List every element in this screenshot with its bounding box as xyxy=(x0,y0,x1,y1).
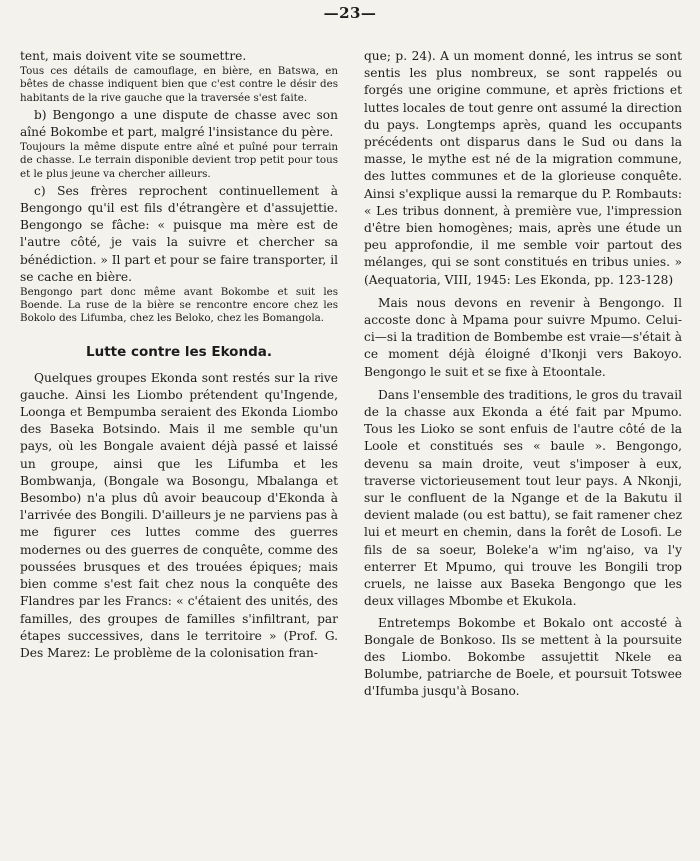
page-number: —23— xyxy=(323,4,377,22)
right-paragraph-2: Mais nous devons en revenir à Bengongo. Il accoste donc à Mpama pour suivre Mpumo. Celui-ci—si la tradition de Bombembe est vraie—s'était à ce moment déjà éloigné d'Ikonji vers Bakoyo. Bengongo le suit et se fixe à Etoontale. xyxy=(364,295,682,379)
left-column xyxy=(20,48,338,662)
left-paragraph-1: tent, mais doivent vite se soumettre. xyxy=(20,49,247,63)
left-note-2: Toujours la même dispute entre aîné et puîné pour terrain de chasse. Le terrain disponible devient trop petit pour tous et le plus jeune va chercher ailleurs. xyxy=(20,141,338,180)
right-paragraph-4: Entretemps Bokombe et Bokalo ont accosté à Bongale de Bonkoso. Ils se mettent à la poursuite des Liombo. Bokombe assujettit Nkele ea Bolumbe, patriarche de Boele, et poursuit Totswee d'Ifumba jusqu'à Bosano. xyxy=(364,615,682,699)
section-heading: Lutte contre les Ekonda. xyxy=(86,343,272,360)
left-paragraph-3: c) Ses frères reprochent continuellement à Bengongo qu'il est fils d'étrangère et d'assujettie. Bengongo se fâche: « puisque ma mère est de l'autre côté, je vais la suivre et chercher sa bénédiction. » Il part et pour se faire transporter, il se cache en bière. xyxy=(20,183,338,284)
right-paragraph-3: Dans l'ensemble des traditions, le gros du travail de la chasse aux Ekonda a été fait par Mpumo. Tous les Lioko se sont enfuis de l'autre côté de la Loole et constitués ses « baule ». Bengongo, devenu sa main droite, veut s'imposer à eux, traverse victorieusement tout leur pays. A Nkonji, sur le confluent de la Ngange et de la Bakutu il devient malade (ou est battu), se fait ramener chez lui et meurt en chemin, dans la forêt de Losofi. Le fils de sa soeur, Boleke'a w'im ng'aiso, va l'y enterrer Et Mpumo, qui trouve les Bongili trop cruels, ne laisse aux Baseka Bengongo que les deux villages Mbombe et Ekukola. xyxy=(364,387,682,609)
right-paragraph-1: que; p. 24). A un moment donné, les intrus se sont sentis les plus nombreux, se sont rappelés ou forgés une origine commune, et après frictions et luttes locales de tout genre ont assumé la direction du pays. Longtemps après, quand les occupants précédents ont disparus dans le Sud ou dans la masse, le mythe est né de la migration commune, des luttes communes et de la glorieuse conquête. Ainsi s'explique aussi la remarque du P. Rombauts: « Les tribus donnent, à première vue, l'impression d'être bien homogènes; mais, après une étude un peu approfondie, il me semble voir partout des mélanges, qui se sont constitués en tribus unies. » (Aequatoria, VIII, 1945: Les Ekonda, pp. 123-128) xyxy=(364,49,682,287)
right-column xyxy=(364,48,682,701)
left-note-3: Bengongo part donc même avant Bokombe et suit les Boende. La ruse de la bière se rencontre encore chez les Bokolo des Lifumba, chez les Beloko, chez les Bomangola. xyxy=(20,286,338,325)
left-paragraph-2: b) Bengongo a une dispute de chasse avec son aîné Bokombe et part, malgré l'insistance du père. xyxy=(20,107,338,140)
left-paragraph-4: Quelques groupes Ekonda sont restés sur la rive gauche. Ainsi les Liombo prétendent qu'Ingende, Loonga et Bempumba seraient des Ekonda Liombo des Baseka Botsindo. Mais il me semble qu'un pays, où les Bongale avaient déjà passé et laissé un groupe, ainsi que les Lifumba et les Bombwanja, (Bongale wa Bosongu, Mbalanga et Besombo) n'a plus dû avoir beaucoup d'Ekonda à l'arrivée des Bongili. D'ailleurs je ne parviens pas à me figurer ces luttes comme des guerres modernes ou des guerres de conquête, comme des poussées brusques et des trouées épiques; mais bien comme s'est fait chez nous la conquête des Flandres par les Francs: « c'étaient des unités, des familles, des groupes de familles s'infiltrant, par étapes successives, dans le territoire » (Prof. G. Des Marez: Le problème de la colonisation fran- xyxy=(20,370,339,660)
left-note-1: Tous ces détails de camouflage, en bière, en Batswa, en bêtes de chasse indiquent bien que c'est contre le désir des habitants de la rive gauche que la traversée s'est faite. xyxy=(20,65,338,104)
